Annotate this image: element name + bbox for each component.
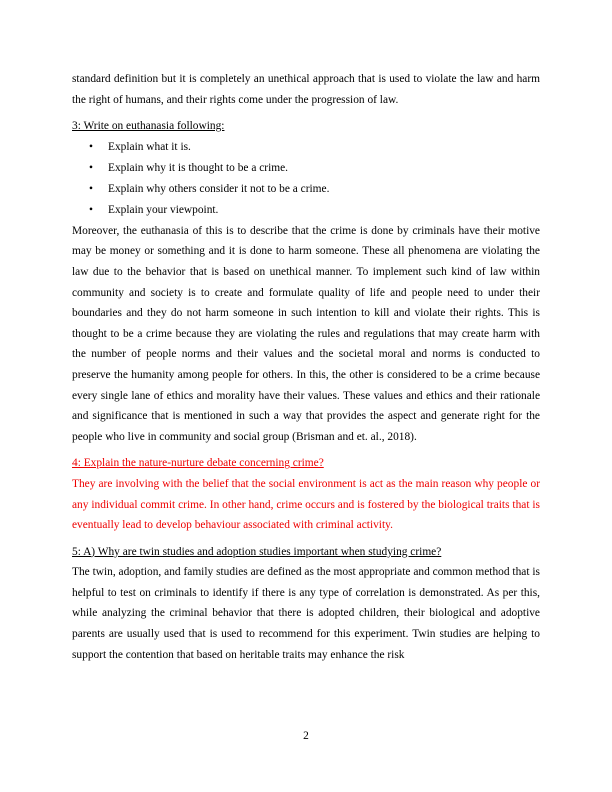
intro-paragraph: standard definition but it is completely an unethical approach that is used to violate the law and harm the right of humans, and their rights come under the progression of law. [72,73,540,106]
bullet-icon: • [89,140,93,153]
list-item [72,137,540,158]
list-item [72,179,540,200]
list-item-text: Explain what it is. [108,140,191,153]
question-4-heading: 4: Explain the nature-nurture debate concerning crime? [72,457,324,470]
twin-studies-answer-paragraph: The twin, adoption, and family studies are defined as the most appropriate and common method that is helpful to test on criminals to identify if there is any type of correlation is demonstrated. As per this, while analyzing the criminal behavior that there is adopted children, their biological and adoptive parents are usually used that is used to recommend for this experiment. Twin studies are helping to support the contention that based on heritable traits may enhance the risk [72,566,540,661]
list-item-text: Explain why it is thought to be a crime. [108,161,289,174]
bullet-icon: • [89,203,93,216]
question-5-heading: 5: A) Why are twin studies and adoption studies important when studying crime? [72,545,442,558]
bullet-icon: • [89,161,93,174]
list-item [72,200,540,221]
euthanasia-bullet-list [72,137,540,221]
euthanasia-answer-paragraph: Moreover, the euthanasia of this is to describe that the crime is done by criminals have their motive may be money or something and it is done to harm someone. These all phenomena are violating the law due to the behavior that is based on unethical manner. To implement such kind of law within community and society is to create and formulate quality of life and people need to under their boundaries and they do not harm someone in such intention to kill and violate their rights. This is thought to be a crime because they are violating the rules and regulations that may create harm with the number of people norms and their values and the societal moral and norms is conducted to preserve the humanity among people for others. In this, the other is considered to be a crime because every single lane of ethics and morality have their values. These values and ethics and their rationale and significance that is mentioned in such a way that provides the aspect and generate right for the people who live in community and social group (Brisman and et. al., 2018). [72,224,540,443]
list-item-text: Explain your viewpoint. [108,203,219,216]
list-item [72,158,540,179]
list-item-text: Explain why others consider it not to be a crime. [108,182,330,195]
page-number: 2 [303,730,309,742]
bullet-icon: • [89,182,93,195]
document-body [72,69,540,665]
question-3-heading: 3: Write on euthanasia following: [72,120,225,133]
nature-nurture-answer-paragraph: They are involving with the belief that the social environment is act as the main reason why people or any individual commit crime. In other hand, crime occurs and is fostered by the biological traits that is eventually lead to develop behaviour associated with criminal activity. [72,477,540,532]
